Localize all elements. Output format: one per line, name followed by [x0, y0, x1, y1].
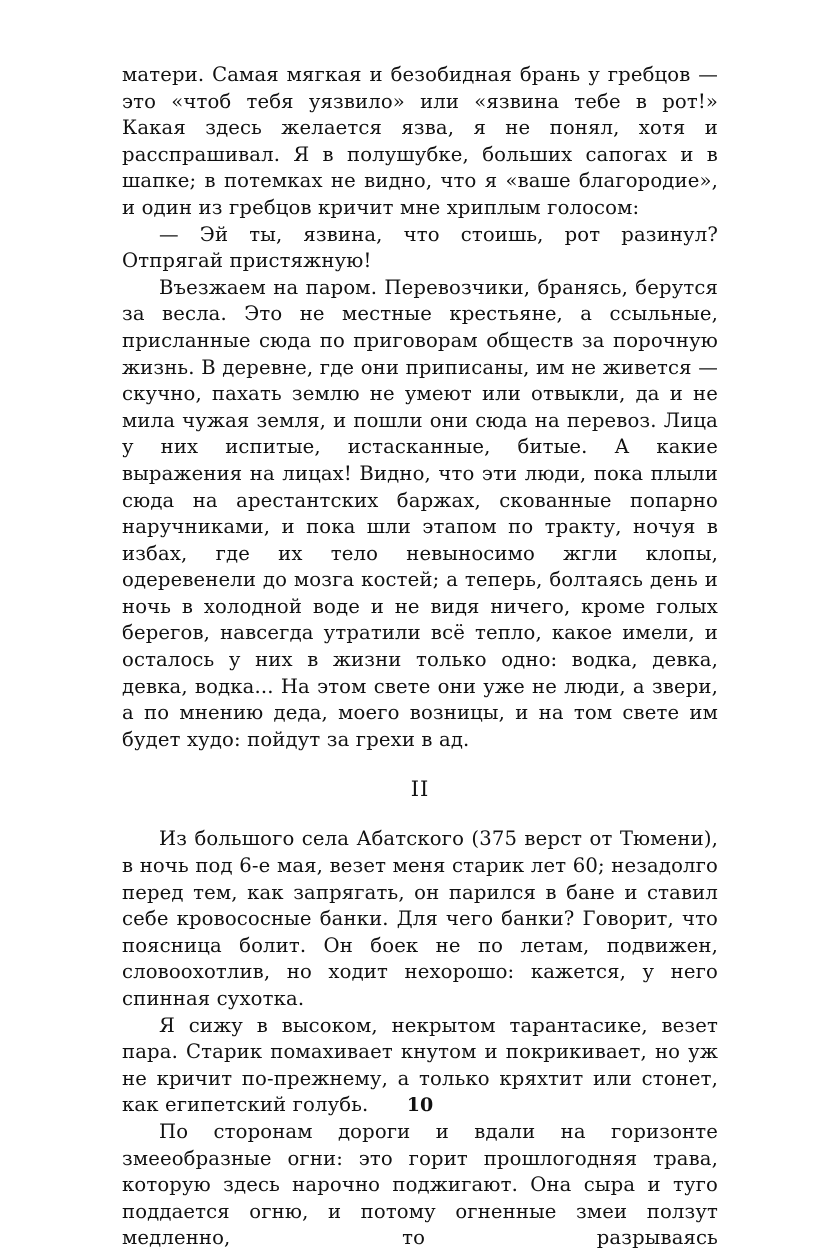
paragraph-tarantas: Я сижу в высоком, некрытом тарантасике, везет пара. Старик помахивает кнутом и покрикивает, но уж не кричит по-прежнему, а только кряхтит или стонет, как египетский голубь. [122, 1013, 718, 1117]
paragraph-abatskoe: Из большого села Абатского (375 верст от Тюмени), в ночь под 6-е мая, везет меня старик лет 60; незадолго перед тем, как запрягать, он парился в бане и ставил себе кровососные банки. Для чего банки? Говорит, что поясница болит. Он боек не по летам, подвижен, словоохотлив, но ходит нехорошо: кажется, у него спинная сухотка. [122, 827, 718, 1010]
paragraph-ferry: Въезжаем на паром. Перевозчики, бранясь, берутся за весла. Это не местные крестьяне, а ссыльные, присланные сюда по приговорам обществ за порочную жизнь. В деревне, где они приписаны, им не живется — скучно, пахать землю не умеют или отвыкли, да и не мила чужая земля, и пошли они сюда на перевоз. Лица у них испитые, истасканные, битые. А какие выражения на лицах! Видно, что эти люди, пока плыли сюда на арестантских баржах, скованные попарно наручниками, и пока шли этапом по тракту, ночуя в избах, где их тело невыносимо жгли клопы, одеревенели до мозга костей; а теперь, болтаясь день и ночь в холодной воде и не видя ничего, кроме голых берегов, навсегда утратили всё тепло, какое имели, и осталось у них в жизни только одно: водка, девка, девка, водка... На этом свете они уже не люди, а звери, а по мнению деда, моего возницы, и на том свете им будет худо: пойдут за грехи в ад. [122, 275, 718, 751]
paragraph-continuation: матери. Самая мягкая и безобидная брань у гребцов — это «чтоб тебя уязвило» или «язвина тебе в рот!» Какая здесь желается язва, я не понял, хотя и расспрашивал. Я в полушубке, больших сапогах и в шапке; в потемках не видно, что я «ваше благородие», и один из гребцов кричит мне хриплым голосом: [122, 63, 718, 219]
paragraph-dialogue: — Эй ты, язвина, что стоишь, рот разинул? Отпрягай пристяжную! [122, 222, 718, 273]
page-number: 10 [406, 1094, 434, 1116]
chapter-heading: II [410, 777, 430, 802]
paragraph-fires: По сторонам дороги и вдали на горизонте змееобразные огни: это горит прошлогодняя трава, которую здесь нарочно поджигают. Она сыра и туго поддается огню, и потому огненные змеи ползут медленно, то разрываясь [122, 1119, 718, 1250]
page-body [122, 62, 718, 1252]
